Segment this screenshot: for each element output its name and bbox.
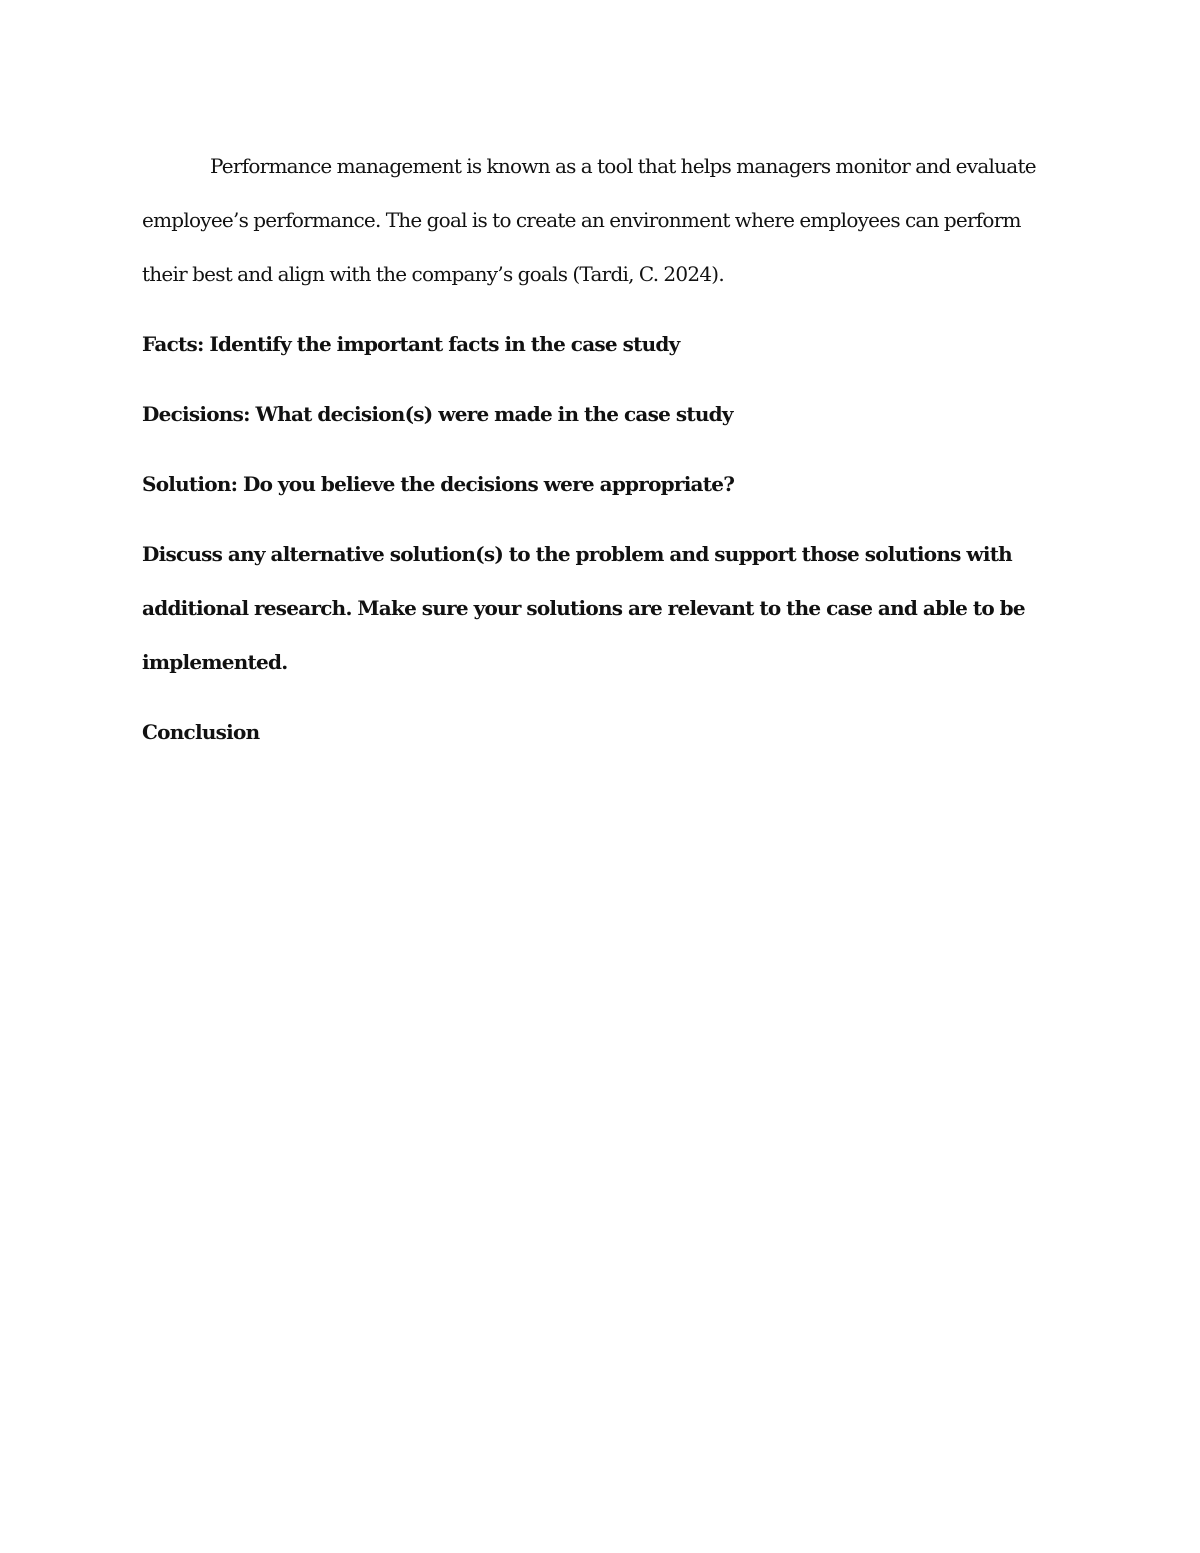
decisions-heading: Decisions: What decision(s) were made in the case study [142, 402, 733, 426]
facts-heading: Facts: Identify the important facts in the case study [142, 332, 680, 356]
conclusion-heading: Conclusion [142, 720, 260, 744]
alternative-solutions-paragraph: Discuss any alternative solution(s) to the problem and support those solutions with additional research. Make sure your solutions are relevant to the case and able to be implemented. [142, 542, 1025, 674]
intro-paragraph: Performance management is known as a tool that helps managers monitor and evaluate employee’s performance. The goal is to create an environment where employees can perform their best and align with the company’s goals (Tardi, C. 2024). [142, 154, 1036, 286]
document-body [142, 139, 1042, 759]
solution-heading: Solution: Do you believe the decisions were appropriate? [142, 472, 735, 496]
